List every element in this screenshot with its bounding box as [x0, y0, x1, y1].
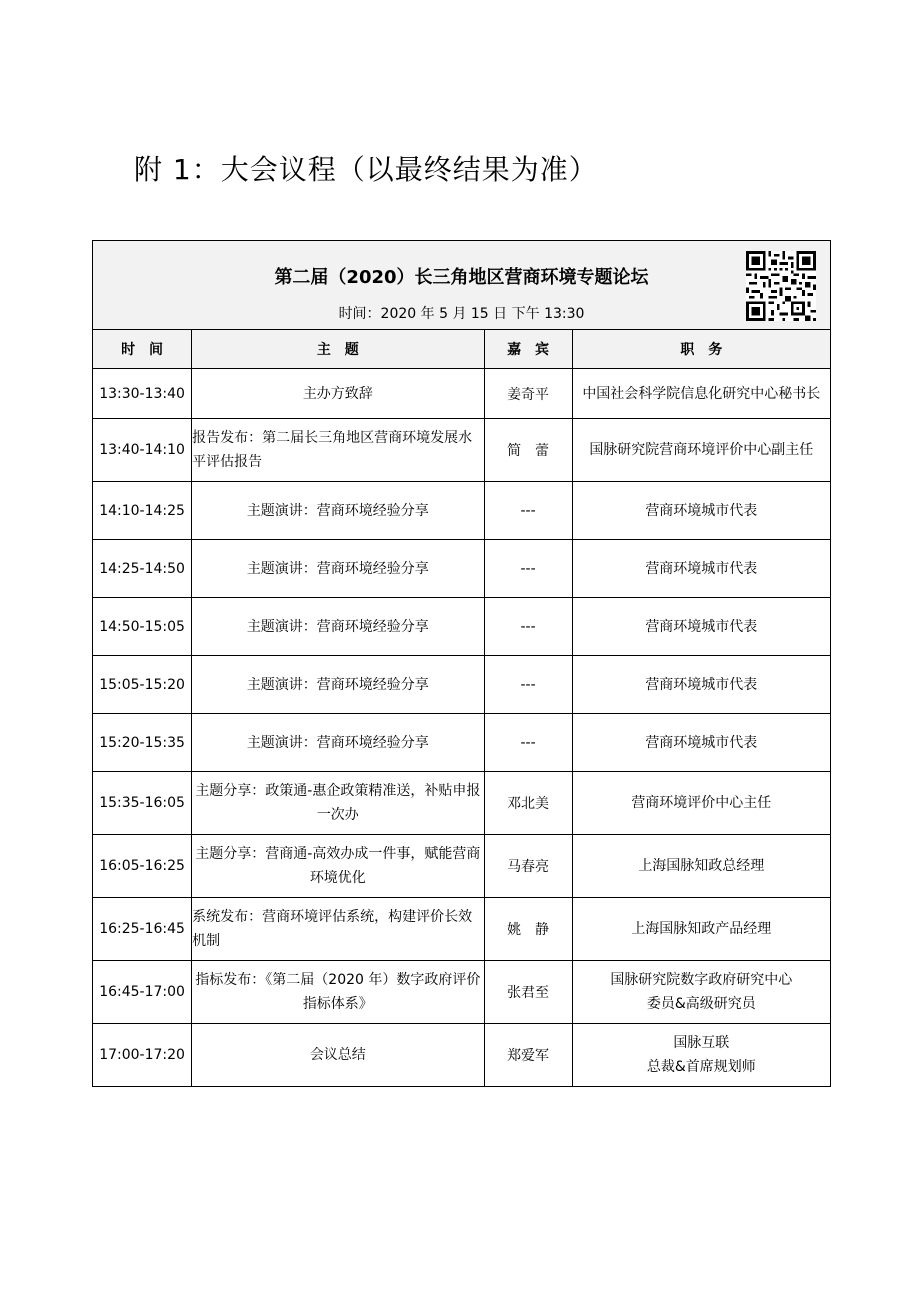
time-cell: 16:25-16:45: [93, 898, 192, 961]
topic-cell: 主办方致辞: [192, 369, 484, 419]
table-row: [93, 419, 831, 482]
guest-cell: 姜奇平: [484, 369, 572, 419]
time-cell: 13:40-14:10: [93, 419, 192, 482]
guest-cell: 邓北美: [484, 772, 572, 835]
time-cell: 14:50-15:05: [93, 598, 192, 656]
position-cell: 上海国脉知政总经理: [572, 835, 830, 898]
topic-cell: 主题演讲：营商环境经验分享: [192, 482, 484, 540]
table-row: [93, 714, 831, 772]
time-cell: 16:45-17:00: [93, 961, 192, 1024]
position-cell: 营商环境城市代表: [572, 598, 830, 656]
position-cell: 营商环境城市代表: [572, 656, 830, 714]
position-line: 国脉研究院数字政府研究中心: [610, 972, 793, 988]
guest-cell: ---: [484, 598, 572, 656]
position-line: 委员&高级研究员: [646, 996, 756, 1012]
position-cell: 营商环境评价中心主任: [572, 772, 830, 835]
qr-code-icon: [746, 251, 816, 321]
position-line: 总裁&首席规划师: [646, 1059, 756, 1075]
topic-cell: 报告发布：第二届长三角地区营商环境发展水平评估报告: [192, 419, 484, 482]
forum-time: 时间：2020 年 5 月 15 日 下午 13:30: [338, 306, 585, 322]
topic-cell: 主题演讲：营商环境经验分享: [192, 598, 484, 656]
table-row: [93, 482, 831, 540]
time-cell: 15:20-15:35: [93, 714, 192, 772]
position-cell: 营商环境城市代表: [572, 482, 830, 540]
table-row: [93, 1024, 831, 1087]
position-cell: [572, 961, 830, 1024]
forum-title: 第二届（2020）长三角地区营商环境专题论坛: [274, 267, 649, 288]
time-cell: 15:35-16:05: [93, 772, 192, 835]
topic-cell: 会议总结: [192, 1024, 484, 1087]
table-row: [93, 835, 831, 898]
time-cell: 17:00-17:20: [93, 1024, 192, 1087]
agenda-table: [92, 240, 831, 1087]
topic-cell: 主题演讲：营商环境经验分享: [192, 540, 484, 598]
topic-cell: 主题演讲：营商环境经验分享: [192, 714, 484, 772]
guest-cell: 简 蕾: [484, 419, 572, 482]
topic-cell: 主题演讲：营商环境经验分享: [192, 656, 484, 714]
table-row: [93, 772, 831, 835]
position-cell: 国脉研究院营商环境评价中心副主任: [572, 419, 830, 482]
guest-cell: ---: [484, 714, 572, 772]
table-row: [93, 961, 831, 1024]
guest-cell: 张君至: [484, 961, 572, 1024]
position-cell: 营商环境城市代表: [572, 714, 830, 772]
position-cell: 营商环境城市代表: [572, 540, 830, 598]
time-cell: 14:25-14:50: [93, 540, 192, 598]
column-header-topic: 主 题: [192, 330, 484, 369]
table-header-row: [93, 330, 831, 369]
topic-cell: 系统发布：营商环境评估系统，构建评价长效机制: [192, 898, 484, 961]
guest-cell: ---: [484, 540, 572, 598]
column-header-guest: 嘉 宾: [484, 330, 572, 369]
time-cell: 15:05-15:20: [93, 656, 192, 714]
guest-cell: ---: [484, 482, 572, 540]
column-header-time: 时 间: [93, 330, 192, 369]
forum-title-block: [93, 241, 831, 330]
topic-cell: 主题分享：营商通-高效办成一件事，赋能营商环境优化: [192, 835, 484, 898]
position-cell: 上海国脉知政产品经理: [572, 898, 830, 961]
position-cell: [572, 1024, 830, 1087]
guest-cell: 郑爱军: [484, 1024, 572, 1087]
table-row: [93, 598, 831, 656]
table-row: [93, 656, 831, 714]
guest-cell: 姚 静: [484, 898, 572, 961]
time-cell: 14:10-14:25: [93, 482, 192, 540]
table-row: [93, 540, 831, 598]
guest-cell: ---: [484, 656, 572, 714]
topic-cell: 指标发布：《第二届（2020 年）数字政府评价指标体系》: [192, 961, 484, 1024]
position-line: 国脉互联: [673, 1035, 730, 1051]
topic-cell: 主题分享：政策通-惠企政策精准送，补贴申报一次办: [192, 772, 484, 835]
time-cell: 16:05-16:25: [93, 835, 192, 898]
table-row: [93, 898, 831, 961]
column-header-position: 职 务: [572, 330, 830, 369]
table-row: [93, 369, 831, 419]
position-cell: 中国社会科学院信息化研究中心秘书长: [572, 369, 830, 419]
guest-cell: 马春亮: [484, 835, 572, 898]
time-cell: 13:30-13:40: [93, 369, 192, 419]
page-heading: 附 1：大会议程（以最终结果为准）: [134, 153, 598, 186]
